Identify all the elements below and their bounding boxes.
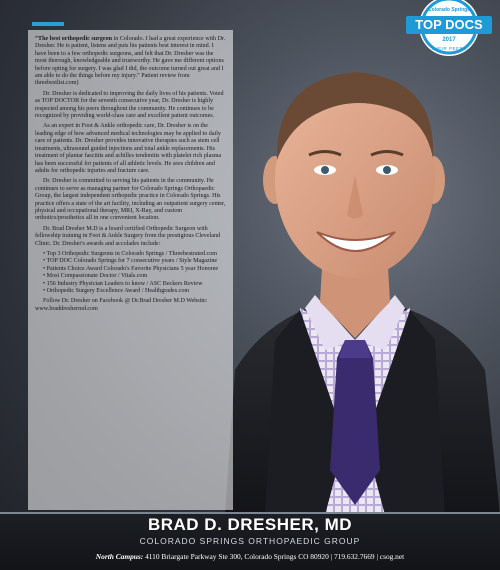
badge-ring-text: THEIR PEERS — [431, 46, 467, 51]
campus-address — [0, 552, 500, 561]
bio-paragraph-1: Dr. Dresher is dedicated to improving the daily lives of his patients. Voted as TOP DOCTOR for the seventh consecutive year, Dr. Dresher is highly respected among his peers throughout the community. He continues to be recognized by providing world-class care and excellent patient outcomes. — [35, 90, 224, 120]
follow-text: Follow Dr. Dresher on Facebook @ Dr.Brad Dresher M.D Website: www.braddreshermd.com — [35, 298, 208, 312]
badge-top-text: Colorado Springs — [428, 7, 470, 13]
campus-label: North Campus: — [95, 552, 144, 561]
bio-paragraph-4: Dr. Brad Dresher M.D is a board certified Orthopedic Surgeon with fellowship training in Foot & Ankle Surgery from the prestigious Cleveland Clinic. Dr. Dresher's awards and accolades include: — [35, 225, 221, 247]
award-item: • TOP DOC Colorado Springs for 7 consecutive years / Style Magazine — [43, 258, 218, 265]
doctor-portrait — [205, 40, 500, 515]
practice-name: COLORADO SPRINGS ORTHOPAEDIC GROUP — [139, 536, 361, 546]
bio-panel — [28, 30, 233, 510]
award-item: • Orthopedic Surgery Excellence Award / Healthgrades.com — [43, 288, 190, 294]
campus-text: 4110 Briargate Parkway Ste 300, Colorado Springs CO 80920 | 719.632.7669 | csog.net — [143, 552, 405, 561]
quote-rest: in Colorado. I had a great experience with Dr. Dresher. He is patient, listens and puts his patients best interest in mind. I have been to a few orthopedic surgeons, and felt that Dr. Dresher was the most thorough, knowledgeable and trustworthy. He gave me different options before opting for surgery. I was glad I did, the outcome turned out great and I am able to do the things before my injury.” Patient review from threebestlist.com) — [35, 36, 226, 87]
award-item: • Patients Choice Award Colorado's Favorite Physicians 5 year Honoree — [43, 265, 219, 272]
award-item: • Most Compassionate Doctor / Vitals.com — [43, 273, 148, 280]
award-item: • 156 Industry Physician Leaders to know / ASC Beckers Review — [43, 280, 203, 287]
awards-list — [35, 251, 226, 295]
quote-lead: “The best orthopedic surgeon — [35, 36, 113, 42]
badge-main-text: TOP DOCS — [415, 17, 483, 32]
bio-paragraph-2: As an expert in Foot & Ankle orthopedic care, Dr. Dresher is on the leading edge of how advanced medical technologies may be applied to daily care of patients. Dr. Dresher provides innovative therapies such as stem cell treatments, ultrasound guided injections and total ankle replacements. His treatment of plantar fasciitis and achilles tendonitis with platelet rich plasma has been successful for patients of all athletic levels. He sees children and adults for orthopedic injuries and fracture care. — [35, 123, 222, 174]
award-item: • Top 3 Orthopedic Surgeons in Colorado Springs / Threebestrated.com — [43, 250, 217, 257]
doctor-name: BRAD D. DRESHER, MD — [147, 515, 353, 534]
accent-bar — [32, 22, 64, 26]
bio-paragraph-3: Dr. Dresher is committed to serving his patients in the community. He continues to serve as managing partner for Colorado Springs Orthopaedic Group, the largest independent orthopedic practice in Colorado Springs. His practice offers a state of the art facility, including an outpatient surgery center, physical and occupational therapy, MRI, X-Ray, and custom orthotics/prosthetics all in one convenient location. — [35, 178, 226, 222]
patient-quote — [35, 36, 226, 88]
badge-year-text: 2017 — [442, 37, 456, 43]
